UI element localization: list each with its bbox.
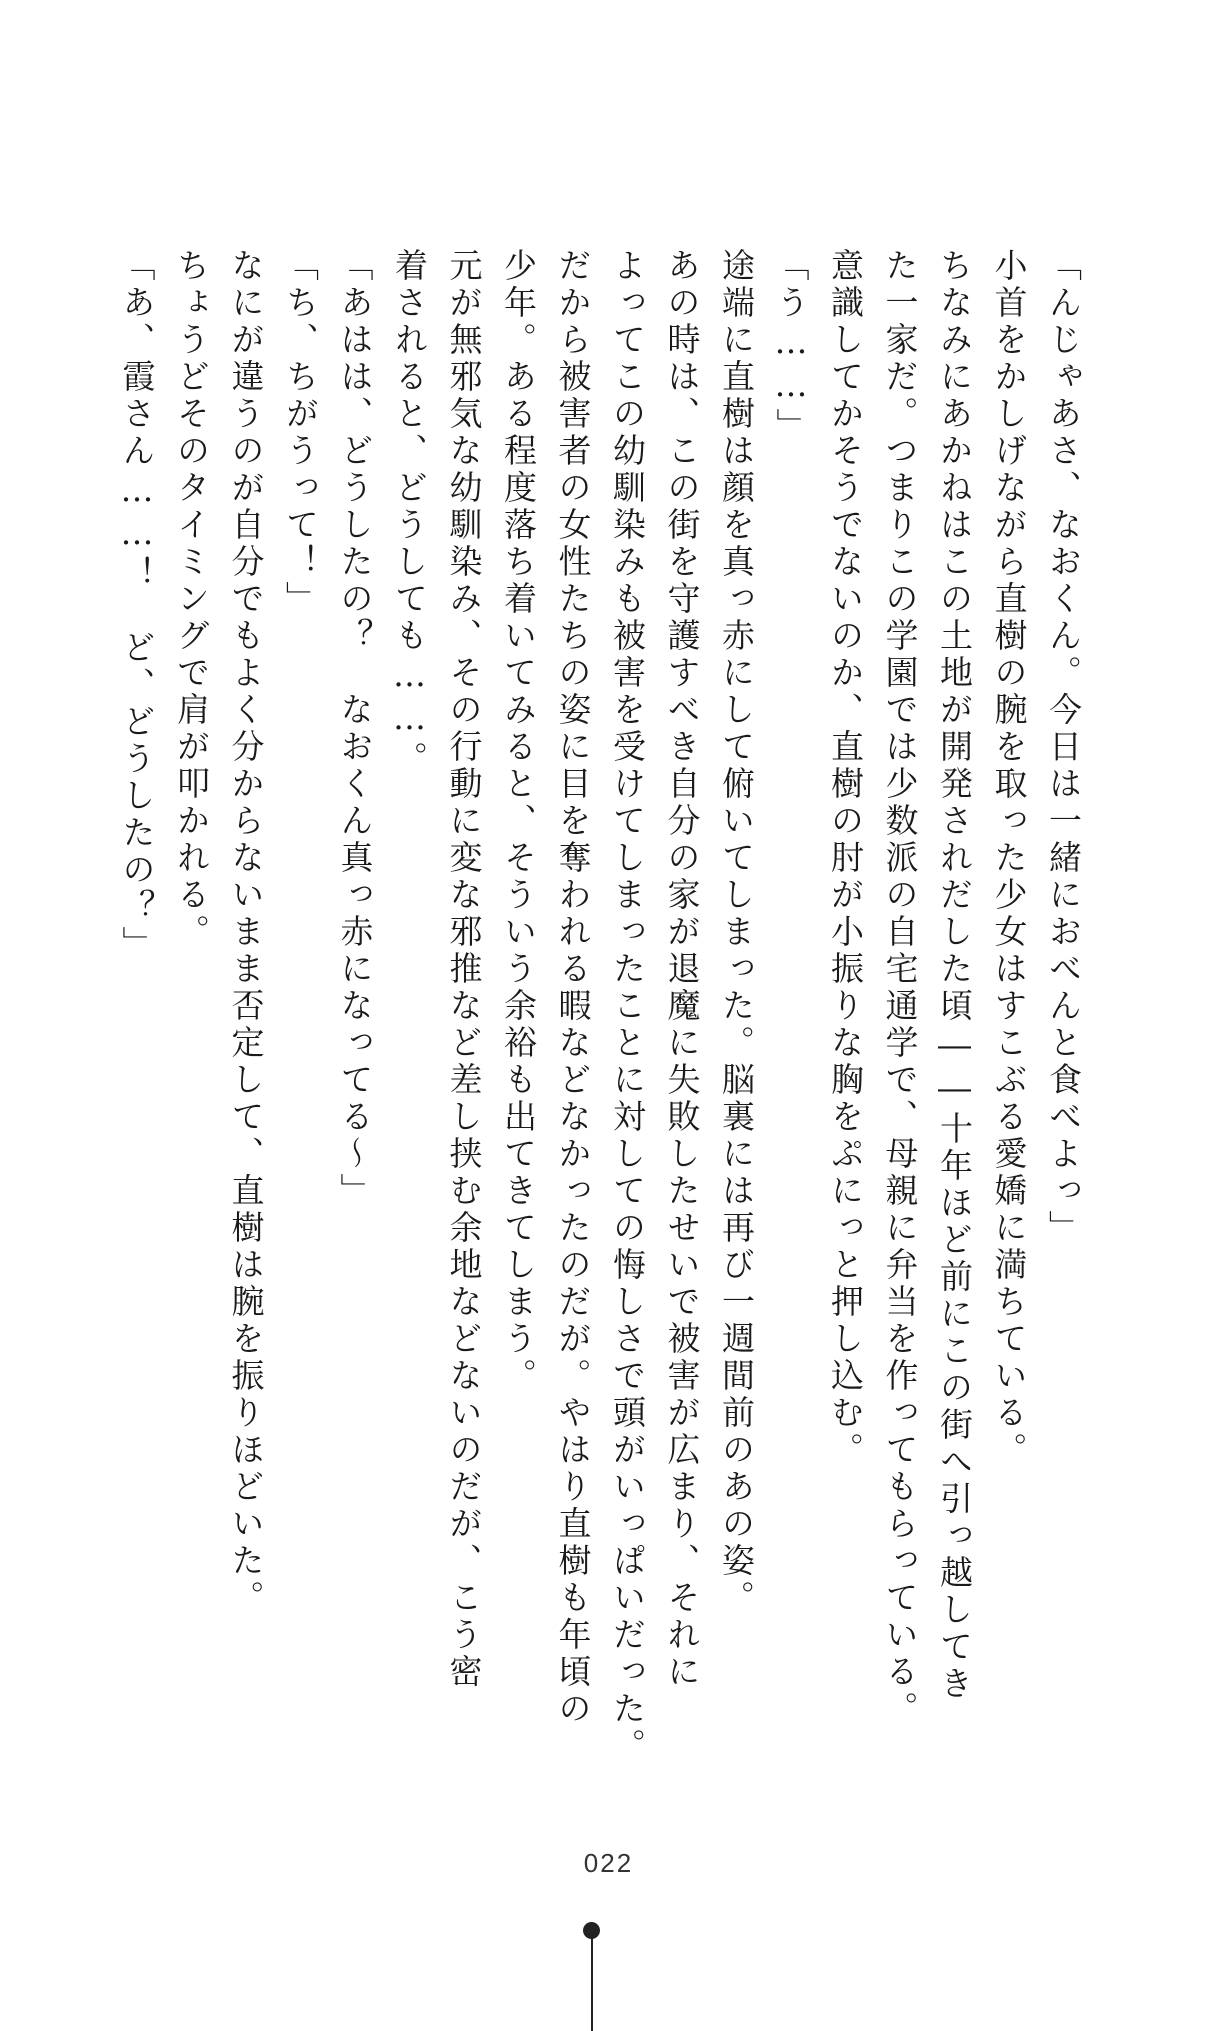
text-line: 「んじゃあさ、なおくん。今日は一緒におべんと食べよっ」 xyxy=(1044,248,1083,1247)
text-line: あの時は、この街を守護すべき自分の家が退魔に失敗したせいで被害が広まり、それに xyxy=(662,248,702,1691)
text-line: なにが違うのが自分でもよく分からないまま否定して、直樹は腕を振りほどいた。 xyxy=(226,248,266,1617)
text-line: 少年。ある程度落ち着いてみると、そういう余裕も出てきてしまう。 xyxy=(499,248,538,1395)
text-line: 意識してかそうでないのか、直樹の肘が小振りな胸をぷにっと押し込む。 xyxy=(826,248,865,1469)
page-marker-dot xyxy=(583,1922,600,1939)
text-line: だから被害者の女性たちの姿に目を奪われる暇などなかったのだが。やはり直樹も年頃の xyxy=(553,248,593,1728)
vertical-text-block xyxy=(104,248,1085,1908)
text-line: 「う……」 xyxy=(771,248,811,445)
text-line: ちなみにあかねはこの土地が開発されだした頃――十年ほど前にこの街へ引っ越してき xyxy=(935,248,974,1703)
text-line: 「ち、ちがうって！」 xyxy=(281,248,320,618)
text-line: 「あはは、どうしたの？ なおくん真っ赤になってる～」 xyxy=(335,248,375,1210)
text-line: 着されると、どうしても……。 xyxy=(390,248,429,778)
text-line: ちょうどそのタイミングで肩が叩かれる。 xyxy=(172,248,211,951)
page-marker-line xyxy=(591,1938,593,2031)
text-line: 「あ、霞さん……！ ど、どうしたの？」 xyxy=(117,248,157,963)
text-line: 元が無邪気な幼馴染み、その行動に変な邪推など差し挟む余地などないのだが、こう密 xyxy=(444,248,484,1691)
text-line: よってこの幼馴染みも被害を受けてしまったことに対しての悔しさで頭がいっぱいだった。 xyxy=(608,248,647,1765)
text-line: 途端に直樹は顔を真っ赤にして俯いてしまった。脳裏には再び一週間前のあの姿。 xyxy=(717,248,756,1617)
text-line: た一家だ。つまりこの学園では少数派の自宅通学で、母親に弁当を作ってもらっている。 xyxy=(880,248,920,1728)
text-line: 小首をかしげながら直樹の腕を取った少女はすこぶる愛嬌に満ちている。 xyxy=(989,248,1029,1469)
page-number: 022 xyxy=(583,1848,634,1878)
